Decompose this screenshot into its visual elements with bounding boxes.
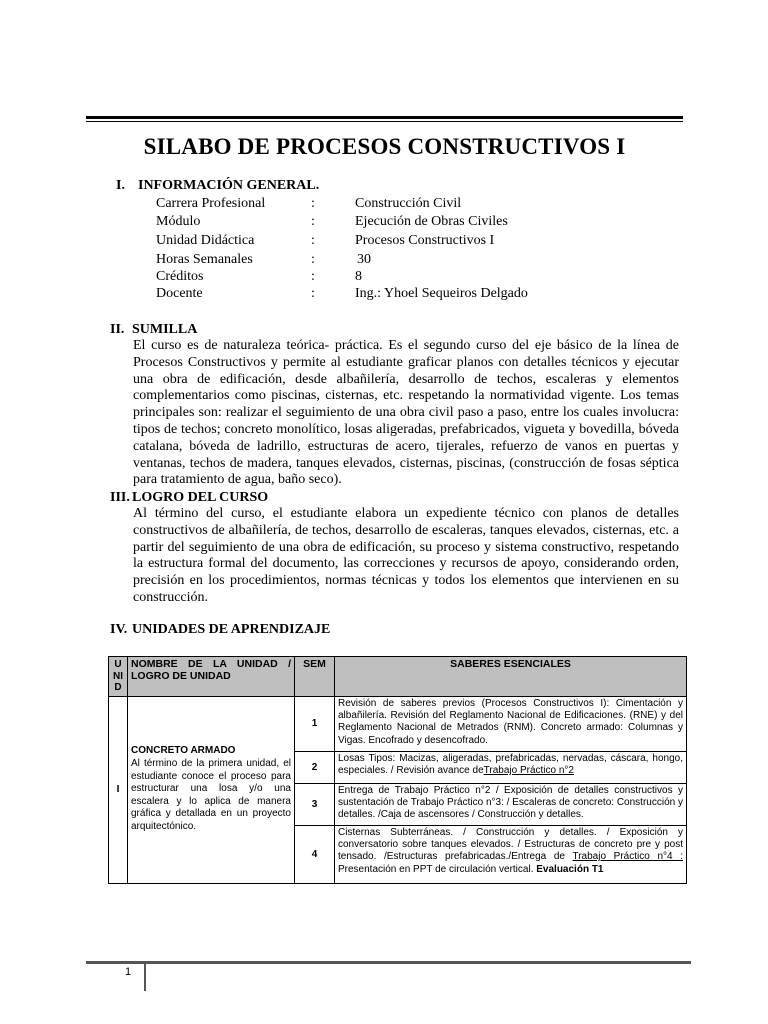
info-value: Ing.: Yhoel Sequeiros Delgado — [355, 286, 528, 301]
info-value: Procesos Constructivos I — [355, 233, 495, 248]
sumilla-paragraph: El curso es de naturaleza teórica- práctica. Es el segundo curso del eje básico de la línea de Procesos Constructivos y permite al estudiante graficar planos con detalles técnicos y ejecutar una obra de edificación, desde albañilería, desarrollo de techos, escaleras y elementos complementarios como piscinas, cisternas, etc. respetando la normatividad vigente. Los temas principales son: realizar el seguimiento de una obra civil paso a paso, entre los cuales involucra: tipos de techos; concreto monolítico, losas aligeradas, prefabricados, vigueta y bovedilla, bóveda catalana, bóveda de ladrillo, estructuras de acero, tijerales, refuerzo de vanos en puertas y ventanas, techos de madera, tanques elevados, cisternas, piscinas, (construcción de fosas séptica para tratamiento de agua, baño seco). — [133, 338, 679, 488]
section-3-heading — [110, 490, 268, 506]
week-content-after: Presentación en PPT de circulación vertical. — [338, 863, 534, 875]
unit-name: CONCRETO ARMADO — [131, 745, 236, 757]
week-number: 4 — [295, 825, 335, 883]
page-number: 1 — [125, 966, 132, 978]
info-colon: : — [311, 196, 315, 211]
info-colon: : — [311, 252, 315, 267]
week-content-underlined: Trabajo Práctico n°2 — [483, 764, 574, 776]
info-value: 8 — [355, 269, 362, 284]
header-unid: U NI D — [109, 657, 128, 697]
section-2-number: II. — [110, 322, 125, 337]
units-table — [108, 656, 687, 884]
logro-paragraph: Al término del curso, el estudiante elabora un expediente técnico con planos de detalles constructivos de albañilería, de techos, desarrollo de escaleras, tanques elevados, cisternas, etc. a partir del seguimiento de una obra de edificación, su proceso y sistema constructivo, respetando la estructura formal del documento, las correcciones y recursos de apoyo, considerando orden, precisión en los procedimientos, normas técnicas y todos los elementos que intervienen en su construcción. — [133, 506, 679, 605]
document-title: SILABO DE PROCESOS CONSTRUCTIVOS I — [143, 134, 626, 159]
unit-logro: Al término de la primera unidad, el estudiante conoce el proceso para estructurar una losa y/o una escalera y lo aplica de manera gráfica y detallada en un proyecto arquitectónico. — [131, 758, 291, 832]
section-1-number: I. — [116, 178, 125, 193]
info-colon: : — [311, 233, 315, 248]
section-4-heading — [110, 622, 330, 638]
info-label: Módulo — [156, 214, 201, 229]
week-content-text: Cisternas Subterráneas. / Construcción y detalles. / Exposición y conversatorio sobre tanques elevados. / Estructuras de concreto pre y post tensado. /Estructuras prefabricadas./Entrega de — [338, 826, 683, 863]
section-1-heading — [116, 178, 319, 194]
section-2-heading — [110, 322, 197, 338]
info-label: Docente — [156, 286, 203, 301]
info-colon: : — [311, 214, 315, 229]
info-colon: : — [311, 269, 315, 284]
info-label: Créditos — [156, 269, 204, 284]
top-rule-thin — [86, 121, 683, 122]
week-number: 1 — [295, 696, 335, 751]
header-saberes: SABERES ESENCIALES — [335, 657, 687, 697]
table-row — [109, 696, 687, 751]
header-sem: SEM — [295, 657, 335, 697]
week-number: 2 — [295, 751, 335, 783]
header-nombre: NOMBRE DE LA UNIDAD / LOGRO DE UNIDAD — [128, 657, 295, 697]
unit-name-cell — [128, 696, 295, 883]
info-value: 30 — [357, 252, 371, 267]
week-content: Revisión de saberes previos (Procesos Constructivos I): Cimentación y albañilería. Revisión del Reglamento Nacional de Edificaciones. (RNE) y del Reglamento Nacional de Metrados (RNM). Concreto armado: Columnas y Vigas. Encofrado y desencofrado. — [335, 696, 687, 751]
table-header-row — [109, 657, 687, 697]
week-number: 3 — [295, 783, 335, 825]
section-4-number: IV. — [110, 622, 128, 637]
footer-rule — [86, 961, 691, 964]
info-label: Unidad Didáctica — [156, 233, 255, 248]
week-content: Entrega de Trabajo Práctico n°2 / Exposición de detalles constructivos y sustentación de Trabajo Práctico n°3: / Escaleras de concreto: Construcción y detalles. /Caja de ascensores / Construcción y detalles. — [335, 783, 687, 825]
section-3-number: III. — [110, 490, 130, 505]
section-2-title: SUMILLA — [132, 322, 198, 337]
week-content — [335, 751, 687, 783]
week-content-underlined: Trabajo Práctico n°4 : — [572, 851, 683, 863]
unit-id-cell: I — [109, 696, 128, 883]
info-colon: : — [311, 286, 315, 301]
section-1-title: INFORMACIÓN GENERAL. — [138, 178, 320, 193]
top-rule-thick — [86, 116, 683, 119]
info-value: Construcción Civil — [355, 196, 462, 211]
week-content — [335, 825, 687, 883]
info-value: Ejecución de Obras Civiles — [355, 214, 508, 229]
section-3-title: LOGRO DEL CURSO — [132, 490, 269, 505]
info-label: Carrera Profesional — [156, 196, 266, 211]
week-content-bold: Evaluación T1 — [536, 863, 604, 875]
section-4-title: UNIDADES DE APRENDIZAJE — [132, 622, 331, 637]
footer-divider — [144, 961, 146, 991]
week-content-text: Losas Tipos: Macizas, aligeradas, prefabricadas, nervadas, cáscara, hongo, especiales. / Revisión avance de — [338, 752, 683, 776]
info-label: Horas Semanales — [156, 252, 253, 267]
